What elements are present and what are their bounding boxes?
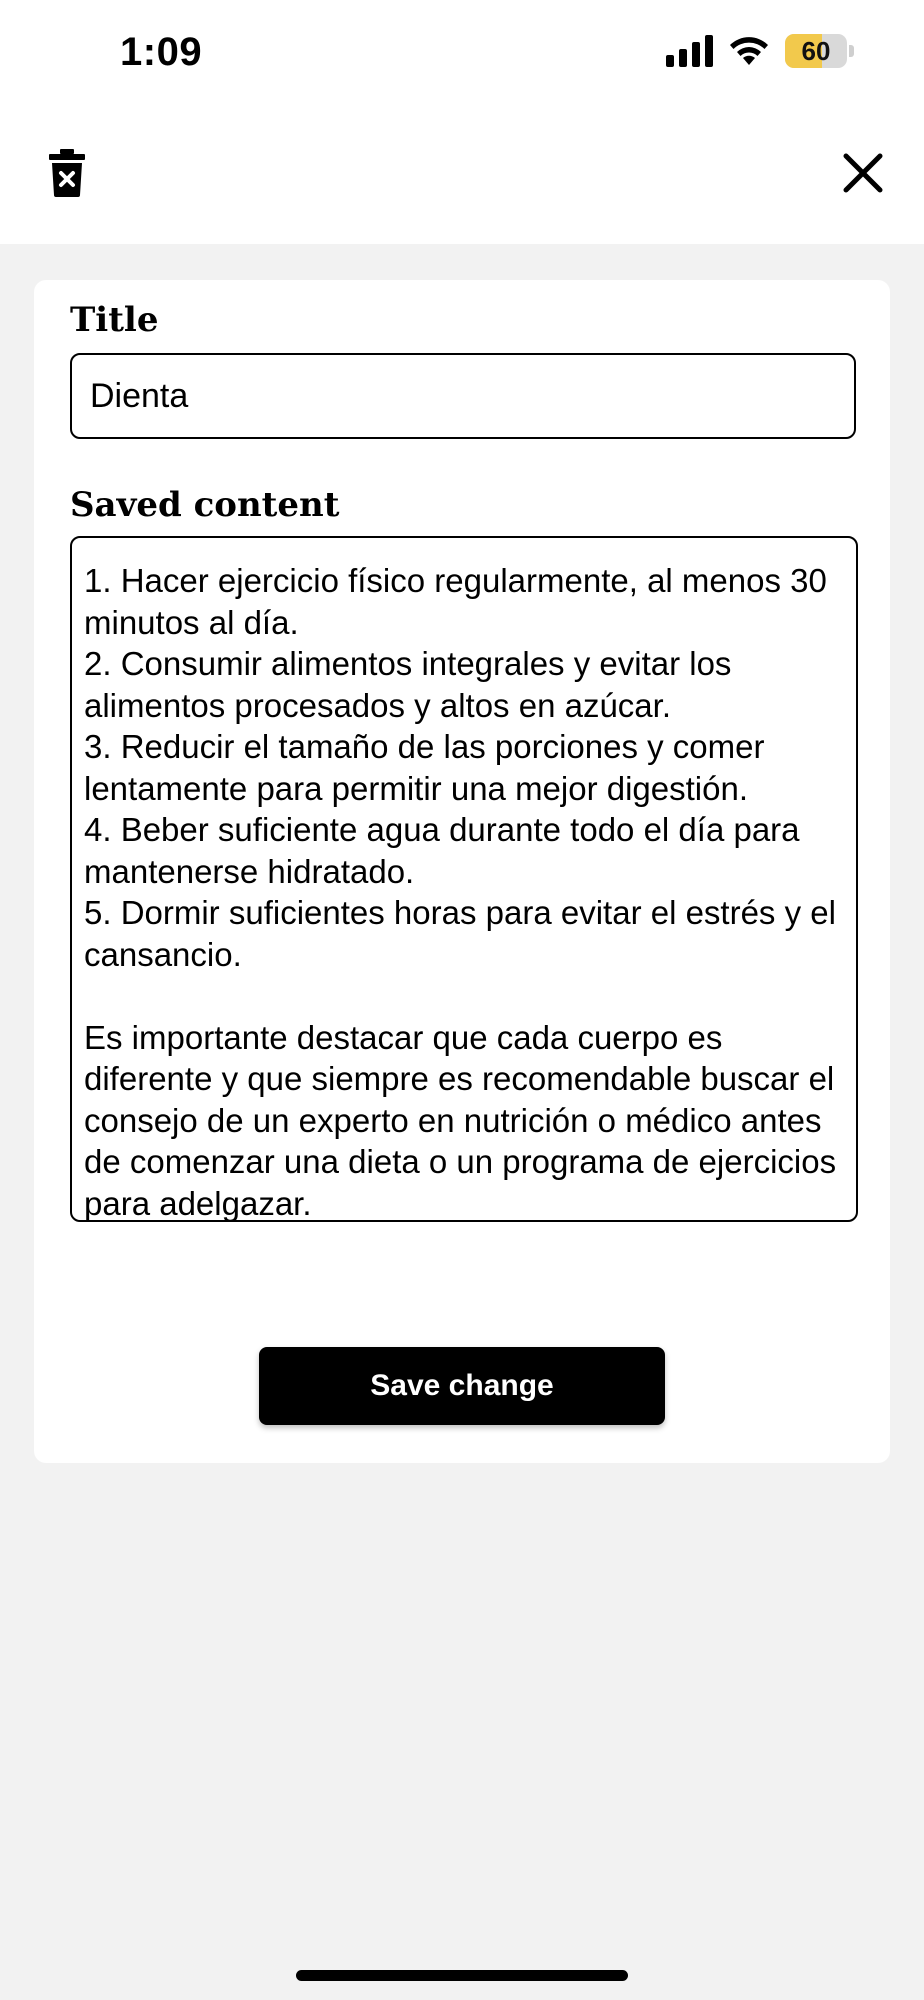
status-icons — [666, 34, 854, 68]
edit-card — [34, 280, 890, 1463]
battery-level: 60 — [801, 35, 831, 66]
wifi-icon — [727, 34, 771, 68]
trash-icon — [49, 149, 85, 197]
signal-icon — [666, 35, 713, 67]
saved-content-label: Saved content — [70, 485, 340, 525]
delete-button[interactable] — [32, 138, 102, 208]
status-time: 1:09 — [120, 30, 203, 74]
title-input[interactable] — [70, 353, 856, 439]
title-label: Title — [70, 300, 159, 340]
close-icon — [843, 153, 883, 193]
top-toolbar — [0, 110, 924, 244]
home-indicator — [296, 1970, 628, 1981]
close-button[interactable] — [828, 138, 898, 208]
battery-icon — [785, 34, 854, 68]
saved-content-textarea[interactable] — [70, 536, 858, 1222]
save-change-button[interactable]: Save change — [259, 1347, 665, 1425]
status-bar — [0, 0, 924, 110]
